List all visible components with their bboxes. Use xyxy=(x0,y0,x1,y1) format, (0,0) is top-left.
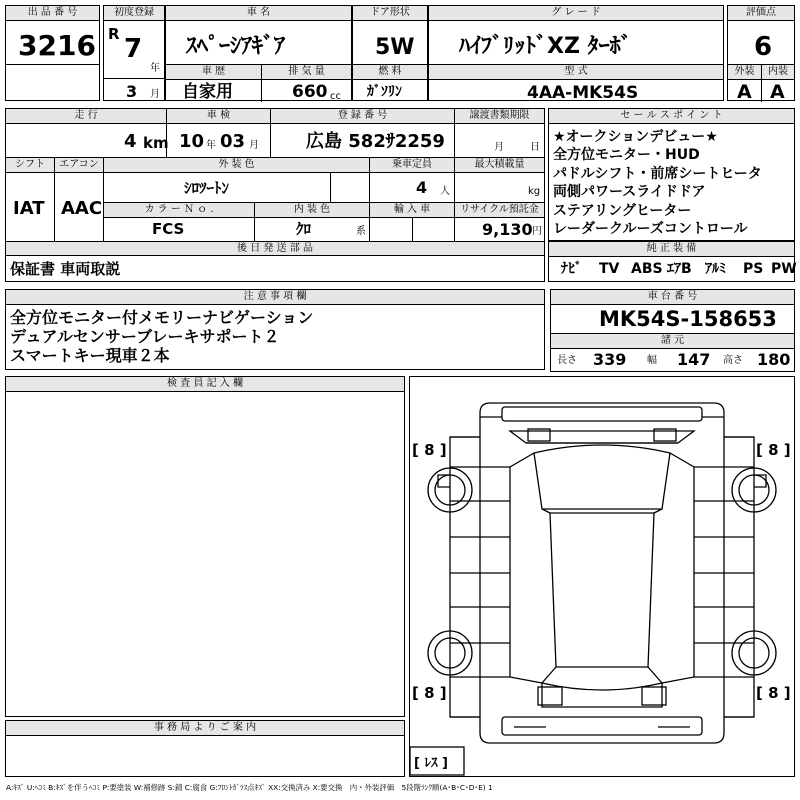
interior-grade-label: 内装 xyxy=(762,65,794,79)
score-box xyxy=(727,5,795,101)
chassis-label: 車 台 番 号 xyxy=(551,290,794,304)
lot-number: 3216 xyxy=(18,29,96,62)
car-history: 自家用 xyxy=(182,82,233,102)
displacement: 660 xyxy=(292,82,328,102)
inspection-month: 03 xyxy=(220,131,246,152)
interior-grade: A xyxy=(770,81,785,103)
import-label: 輸 入 車 xyxy=(370,203,454,217)
equipment-label: 純 正 装 備 xyxy=(549,242,794,256)
lot-number-box xyxy=(5,5,100,101)
model-code: 4AA-MK54S xyxy=(527,83,639,103)
exterior-color: ｼﾛﾂｰﾄﾝ xyxy=(184,179,230,197)
car-diagram xyxy=(410,377,794,776)
equipment-item: ABS xyxy=(631,261,663,277)
specs-label: 諸 元 xyxy=(551,334,794,348)
chassis-number: MK54S-158653 xyxy=(599,307,777,331)
spec-width: 147 xyxy=(677,350,711,369)
door-label: ドア形状 xyxy=(353,6,427,20)
inspector-box xyxy=(5,376,405,717)
aircon-label: エアコン xyxy=(55,158,103,172)
car-name-label: 車 名 xyxy=(166,6,351,20)
sales-point: レーダークルーズコントロール xyxy=(553,221,748,237)
door-box xyxy=(352,5,428,101)
equipment-item: TV xyxy=(599,261,620,277)
tire-rr-depth: [ 8 ] xyxy=(756,684,791,702)
capacity: 4 xyxy=(416,178,428,197)
recycle-deposit: 9,130 xyxy=(482,220,533,239)
first-registration-month: 3 xyxy=(126,82,138,101)
exterior-grade: A xyxy=(737,81,752,103)
notes-label: 注 意 事 項 欄 xyxy=(6,290,544,304)
note-line: 全方位モニター付メモリーナビゲーション xyxy=(10,308,314,327)
equipment-item: PS xyxy=(743,261,764,277)
office-label: 事 務 局 よ り ご 案 内 xyxy=(6,721,404,735)
grade-box xyxy=(428,5,724,101)
inspection-year: 10 xyxy=(179,131,205,152)
interior-color: ｸﾛ xyxy=(296,220,312,238)
sales-point: ステアリングヒーター xyxy=(553,203,692,219)
color-no-label: カ ラ ー Ｎ ｏ . xyxy=(104,203,254,217)
inspection-label: 車 検 xyxy=(167,109,270,123)
equipment-item: PW xyxy=(771,261,797,277)
plate-label: 登 録 番 号 xyxy=(271,109,454,123)
model-label: 型 式 xyxy=(429,65,723,79)
displacement-label: 排 気 量 xyxy=(262,65,351,79)
equipment-item: ｱﾙﾐ xyxy=(705,261,726,277)
history-label: 車 歴 xyxy=(166,65,261,79)
grade-label: グ レ ー ド xyxy=(429,6,723,20)
car-diagram-box xyxy=(409,376,795,777)
note-line: デュアルセンサーブレーキサポート２ xyxy=(10,327,280,346)
color-number: FCS xyxy=(152,220,185,238)
mileage: 4 xyxy=(124,131,137,152)
lot-number-label: 出 品 番 号 xyxy=(6,6,99,20)
first-registration-label: 初度登録 xyxy=(104,6,164,20)
first-registration-era: R xyxy=(108,25,120,43)
shift-label: シフト xyxy=(6,158,54,172)
door-shape: 5W xyxy=(375,35,415,60)
car-name-box: 車 名 ｽﾍﾟｰｼｱｷﾞｱ 車 歴 排 気 量 自家用 660 cc xyxy=(165,5,352,101)
tire-fl-depth: [ 8 ] xyxy=(412,441,447,459)
legend: A:ｷｽﾞ U:ﾍｺﾐ B:ｷｽﾞを伴うﾍｺﾐ P:要塗装 W:補修跡 S:錆 C:腐食 G:ﾌﾛﾝﾄｶﾞﾗｽ点ｷｽﾞ XX:交換済み X:要交換 内・外装評価 5段階ﾗﾝｸ順(A･B･C･D･E) 1 xyxy=(6,783,493,792)
spare-tire: [ ﾚｽ ] xyxy=(414,756,448,771)
plate-number: 広島 582ｻ2259 xyxy=(306,131,445,152)
max-load-label: 最大積載量 xyxy=(455,158,544,172)
later-parts-box xyxy=(5,255,545,282)
sales-point: 全方位モニター・HUD xyxy=(553,147,700,163)
vehicle-info-box: 走 行 車 検 登 録 番 号 譲渡書類期限 4 km 10 年 03 月 広島 582ｻ2259 月 日 シフト エアコン 外 装 色 乗車定員 最大積載量 IAT AAC ｼﾛﾂｰﾄﾝ 4 人 kg カ ラ ー Ｎ ｏ . 内 装 色 輸 入 車 リサイクル預託金 FCS ｸﾛ 系 9,130 円 後 日 発 送 部 品 xyxy=(5,108,545,255)
exterior-grade-label: 外装 xyxy=(728,65,761,79)
transfer-label: 譲渡書類期限 xyxy=(455,109,544,123)
tire-rl-depth: [ 8 ] xyxy=(412,684,447,702)
equipment-box xyxy=(548,241,795,282)
tire-fr-depth: [ 8 ] xyxy=(756,441,791,459)
notes-box xyxy=(5,289,545,370)
interior-color-label: 内 装 色 xyxy=(255,203,369,217)
later-parts-label: 後 日 発 送 部 品 xyxy=(6,242,544,255)
note-line: スマートキー現車２本 xyxy=(10,346,170,365)
inspector-label: 検 査 員 記 入 欄 xyxy=(6,377,404,391)
later-parts: 保証書 車両取説 xyxy=(10,260,121,278)
sales-point: ★オークションデビュー★ xyxy=(553,129,718,145)
score-label: 評価点 xyxy=(728,6,794,20)
exterior-color-label: 外 装 色 xyxy=(104,158,369,172)
equipment-item: ﾅﾋﾞ xyxy=(561,261,582,277)
equipment-item: ｴｱB xyxy=(667,261,692,277)
spec-length: 339 xyxy=(593,350,627,369)
recycle-label: リサイクル預託金 xyxy=(455,203,544,217)
shift-type: IAT xyxy=(13,198,45,219)
fuel: ｶﾞｿﾘﾝ xyxy=(367,84,402,100)
fuel-label: 燃 料 xyxy=(353,65,427,79)
office-box xyxy=(5,720,405,777)
spec-height: 180 xyxy=(757,350,791,369)
car-name: ｽﾍﾟｰｼｱｷﾞｱ xyxy=(186,34,286,59)
chassis-box: 車 台 番 号 MK54S-158653 諸 元 長さ 339 幅 147 高さ 180 xyxy=(550,289,795,372)
sales-points-box xyxy=(548,108,795,241)
sales-point: パドルシフト・前席シートヒータ xyxy=(553,166,762,182)
grade: ﾊｲﾌﾞﾘｯﾄﾞXZ ﾀｰﾎﾞ xyxy=(459,34,632,59)
sales-points-label: セ ー ル ス ポ イ ン ト xyxy=(549,109,794,123)
sales-point: 両側パワースライドドア xyxy=(553,184,706,200)
score: 6 xyxy=(754,32,773,62)
aircon-type: AAC xyxy=(61,198,103,219)
first-registration-box: 初度登録 R 7 年 3 月 xyxy=(103,5,165,101)
mileage-label: 走 行 xyxy=(6,109,166,123)
first-registration-year: 7 xyxy=(124,34,143,64)
capacity-label: 乗車定員 xyxy=(370,158,454,172)
